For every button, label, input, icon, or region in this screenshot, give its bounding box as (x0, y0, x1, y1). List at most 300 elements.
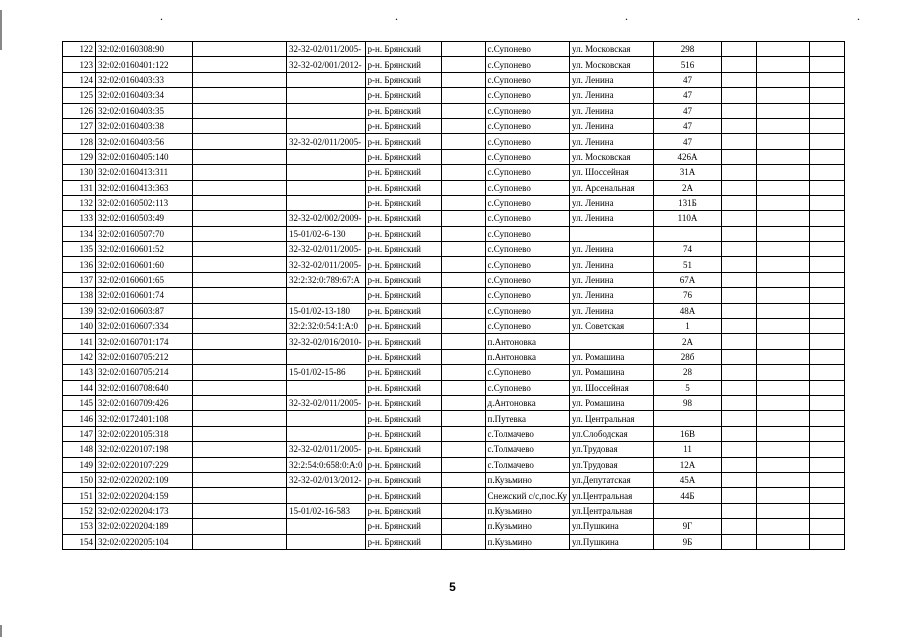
registration-number-cell (287, 380, 366, 395)
empty-cell (722, 380, 757, 395)
district-cell: р-н. Брянский (365, 226, 441, 241)
empty-cell (722, 118, 757, 133)
street-cell: ул. Арсенальная (570, 180, 654, 195)
empty-cell (757, 149, 810, 164)
locality-cell: Снежский с/с,пос.Ку (485, 488, 569, 503)
table-row (63, 442, 845, 457)
cadastral-number-cell: 32:02:0160403:34 (96, 88, 193, 103)
empty-cell (441, 57, 485, 72)
locality-cell: с.Супонево (485, 57, 569, 72)
district-cell: р-н. Брянский (365, 457, 441, 472)
empty-cell (441, 519, 485, 534)
empty-cell (441, 195, 485, 210)
empty-cell (722, 303, 757, 318)
row-number-cell: 148 (63, 442, 96, 457)
registration-number-cell: 15-01/02-16-583 (287, 503, 366, 518)
table-row (63, 534, 845, 549)
empty-cell (810, 57, 845, 72)
street-cell: ул. Ленина (570, 134, 654, 149)
house-number-cell: 11 (654, 442, 722, 457)
empty-cell (722, 134, 757, 149)
row-number-cell: 141 (63, 334, 96, 349)
empty-cell (193, 472, 287, 487)
empty-cell (757, 226, 810, 241)
locality-cell: с.Супонево (485, 88, 569, 103)
header-dot: . (625, 9, 628, 23)
empty-cell (193, 165, 287, 180)
empty-cell (193, 457, 287, 472)
house-number-cell: 12А (654, 457, 722, 472)
cadastral-number-cell: 32:02:0160708:640 (96, 380, 193, 395)
street-cell: ул.Пушкина (570, 534, 654, 549)
registration-number-cell (287, 149, 366, 164)
district-cell: р-н. Брянский (365, 519, 441, 534)
empty-cell (441, 334, 485, 349)
locality-cell: с.Супонево (485, 380, 569, 395)
empty-cell (193, 88, 287, 103)
street-cell (570, 226, 654, 241)
house-number-cell: 110А (654, 211, 722, 226)
empty-cell (757, 88, 810, 103)
cadastral-number-cell: 32:02:0160601:52 (96, 242, 193, 257)
empty-cell (193, 257, 287, 272)
locality-cell: с.Супонево (485, 257, 569, 272)
empty-cell (193, 103, 287, 118)
empty-cell (722, 195, 757, 210)
empty-cell (722, 472, 757, 487)
locality-cell: с.Супонево (485, 149, 569, 164)
locality-cell: с.Супонево (485, 118, 569, 133)
cadastral-number-cell: 32:02:0160507:70 (96, 226, 193, 241)
district-cell: р-н. Брянский (365, 165, 441, 180)
table-row (63, 349, 845, 364)
locality-cell: п.Кузьмино (485, 472, 569, 487)
empty-cell (441, 180, 485, 195)
empty-cell (193, 442, 287, 457)
street-cell: ул. Московская (570, 149, 654, 164)
empty-cell (722, 334, 757, 349)
empty-cell (193, 534, 287, 549)
house-number-cell: 47 (654, 103, 722, 118)
row-number-cell: 145 (63, 395, 96, 410)
table-row (63, 257, 845, 272)
empty-cell (441, 42, 485, 57)
empty-cell (757, 534, 810, 549)
empty-cell (193, 272, 287, 287)
district-cell: р-н. Брянский (365, 257, 441, 272)
empty-cell (757, 519, 810, 534)
table-row (63, 211, 845, 226)
row-number-cell: 125 (63, 88, 96, 103)
district-cell: р-н. Брянский (365, 534, 441, 549)
cadastral-number-cell: 32:02:0220107:229 (96, 457, 193, 472)
locality-cell: с.Супонево (485, 180, 569, 195)
registration-number-cell (287, 195, 366, 210)
locality-cell: с.Супонево (485, 42, 569, 57)
row-number-cell: 153 (63, 519, 96, 534)
house-number-cell: 47 (654, 118, 722, 133)
row-number-cell: 152 (63, 503, 96, 518)
row-number-cell: 130 (63, 165, 96, 180)
row-number-cell: 128 (63, 134, 96, 149)
row-number-cell: 132 (63, 195, 96, 210)
table-row (63, 134, 845, 149)
locality-cell: п.Кузьмино (485, 503, 569, 518)
row-number-cell: 137 (63, 272, 96, 287)
empty-cell (810, 257, 845, 272)
empty-cell (810, 88, 845, 103)
district-cell: р-н. Брянский (365, 334, 441, 349)
empty-cell (193, 503, 287, 518)
table-row (63, 488, 845, 503)
locality-cell: с.Супонево (485, 303, 569, 318)
empty-cell (441, 534, 485, 549)
district-cell: р-н. Брянский (365, 72, 441, 87)
house-number-cell: 31А (654, 165, 722, 180)
empty-cell (722, 165, 757, 180)
empty-cell (193, 149, 287, 164)
empty-cell (441, 103, 485, 118)
empty-cell (193, 226, 287, 241)
house-number-cell: 98 (654, 395, 722, 410)
street-cell: ул. Советская (570, 319, 654, 334)
table-row (63, 319, 845, 334)
empty-cell (757, 426, 810, 441)
row-number-cell: 143 (63, 365, 96, 380)
locality-cell: с.Супонево (485, 319, 569, 334)
empty-cell (441, 149, 485, 164)
cadastral-number-cell: 32:02:0220205:104 (96, 534, 193, 549)
registration-number-cell (287, 411, 366, 426)
registration-number-cell (287, 426, 366, 441)
empty-cell (757, 72, 810, 87)
empty-cell (722, 395, 757, 410)
empty-cell (757, 395, 810, 410)
district-cell: р-н. Брянский (365, 118, 441, 133)
empty-cell (193, 395, 287, 410)
empty-cell (193, 211, 287, 226)
street-cell: ул. Шоссейная (570, 165, 654, 180)
empty-cell (193, 118, 287, 133)
street-cell: ул.Центральная (570, 503, 654, 518)
row-number-cell: 147 (63, 426, 96, 441)
street-cell: ул. Ромашина (570, 349, 654, 364)
register-table-body (63, 42, 845, 550)
registration-number-cell: 32:2:54:0:658:0:А:0 (287, 457, 366, 472)
registration-number-cell: 32-32-02/013/2012- (287, 472, 366, 487)
empty-cell (722, 488, 757, 503)
house-number-cell: 516 (654, 57, 722, 72)
empty-cell (757, 272, 810, 287)
table-row (63, 503, 845, 518)
district-cell: р-н. Брянский (365, 149, 441, 164)
locality-cell: п.Кузьмино (485, 519, 569, 534)
empty-cell (757, 242, 810, 257)
empty-cell (757, 380, 810, 395)
cadastral-number-cell: 32:02:0160601:65 (96, 272, 193, 287)
empty-cell (193, 411, 287, 426)
empty-cell (757, 288, 810, 303)
registration-number-cell (287, 180, 366, 195)
empty-cell (810, 349, 845, 364)
table-row (63, 195, 845, 210)
street-cell: ул. Ленина (570, 195, 654, 210)
table-row (63, 334, 845, 349)
registration-number-cell (287, 118, 366, 133)
row-number-cell: 140 (63, 319, 96, 334)
house-number-cell: 67А (654, 272, 722, 287)
registration-number-cell: 32-32-02/011/2005- (287, 242, 366, 257)
registration-number-cell: 15-01/02-15-86 (287, 365, 366, 380)
empty-cell (757, 42, 810, 57)
locality-cell: с.Толмачево (485, 426, 569, 441)
district-cell: р-н. Брянский (365, 180, 441, 195)
empty-cell (193, 334, 287, 349)
empty-cell (193, 303, 287, 318)
house-number-cell: 47 (654, 88, 722, 103)
empty-cell (722, 319, 757, 334)
empty-cell (810, 442, 845, 457)
header-dot: . (857, 9, 860, 23)
registration-number-cell: 32-32-02/011/2005- (287, 42, 366, 57)
empty-cell (441, 380, 485, 395)
empty-cell (441, 288, 485, 303)
registration-number-cell (287, 288, 366, 303)
street-cell: ул. Ленина (570, 272, 654, 287)
cadastral-number-cell: 32:02:0160405:140 (96, 149, 193, 164)
house-number-cell: 28б (654, 349, 722, 364)
empty-cell (441, 303, 485, 318)
table-row (63, 165, 845, 180)
street-cell (570, 334, 654, 349)
registration-number-cell: 32-32-02/002/2009- (287, 211, 366, 226)
cadastral-number-cell: 32:02:0160413:311 (96, 165, 193, 180)
empty-cell (722, 180, 757, 195)
empty-cell (810, 472, 845, 487)
house-number-cell: 2А (654, 334, 722, 349)
cadastral-number-cell: 32:02:0220204:173 (96, 503, 193, 518)
street-cell: ул. Ленина (570, 288, 654, 303)
empty-cell (810, 411, 845, 426)
empty-cell (193, 380, 287, 395)
row-number-cell: 135 (63, 242, 96, 257)
district-cell: р-н. Брянский (365, 488, 441, 503)
street-cell: ул.Трудовая (570, 442, 654, 457)
empty-cell (441, 457, 485, 472)
empty-cell (441, 365, 485, 380)
table-row (63, 457, 845, 472)
empty-cell (810, 488, 845, 503)
header-dots (0, 10, 905, 22)
district-cell: р-н. Брянский (365, 349, 441, 364)
street-cell: ул. Ромашина (570, 395, 654, 410)
row-number-cell: 126 (63, 103, 96, 118)
district-cell: р-н. Брянский (365, 211, 441, 226)
empty-cell (441, 442, 485, 457)
table-row (63, 226, 845, 241)
cadastral-number-cell: 32:02:0160503:49 (96, 211, 193, 226)
empty-cell (810, 195, 845, 210)
empty-cell (441, 426, 485, 441)
empty-cell (810, 534, 845, 549)
cadastral-number-cell: 32:02:0160601:74 (96, 288, 193, 303)
street-cell: ул. Московская (570, 42, 654, 57)
empty-cell (722, 242, 757, 257)
page-number: 5 (449, 580, 456, 594)
empty-cell (757, 319, 810, 334)
empty-cell (193, 242, 287, 257)
empty-cell (441, 349, 485, 364)
empty-cell (441, 118, 485, 133)
empty-cell (757, 503, 810, 518)
empty-cell (810, 303, 845, 318)
cadastral-number-cell: 32:02:0160705:214 (96, 365, 193, 380)
header-dot: . (160, 9, 163, 23)
registration-number-cell: 32-32-02/011/2005- (287, 134, 366, 149)
table-row (63, 272, 845, 287)
empty-cell (722, 503, 757, 518)
district-cell: р-н. Брянский (365, 426, 441, 441)
empty-cell (757, 488, 810, 503)
house-number-cell: 9Г (654, 519, 722, 534)
empty-cell (757, 457, 810, 472)
empty-cell (193, 72, 287, 87)
cadastral-number-cell: 32:02:0160403:33 (96, 72, 193, 87)
empty-cell (722, 72, 757, 87)
locality-cell: д.Антоновка (485, 395, 569, 410)
registration-number-cell: 32-32-02/016/2010- (287, 334, 366, 349)
empty-cell (193, 288, 287, 303)
cadastral-number-cell: 32:02:0160403:35 (96, 103, 193, 118)
empty-cell (810, 395, 845, 410)
street-cell: ул. Ромашина (570, 365, 654, 380)
cadastral-number-cell: 32:02:0220204:159 (96, 488, 193, 503)
row-number-cell: 138 (63, 288, 96, 303)
empty-cell (810, 288, 845, 303)
empty-cell (810, 149, 845, 164)
table-row (63, 426, 845, 441)
empty-cell (757, 180, 810, 195)
cadastral-number-cell: 32:02:0160601:60 (96, 257, 193, 272)
table-row (63, 395, 845, 410)
locality-cell: с.Супонево (485, 226, 569, 241)
house-number-cell: 45А (654, 472, 722, 487)
empty-cell (810, 211, 845, 226)
empty-cell (810, 457, 845, 472)
house-number-cell: 44Б (654, 488, 722, 503)
empty-cell (193, 57, 287, 72)
empty-cell (757, 103, 810, 118)
row-number-cell: 123 (63, 57, 96, 72)
row-number-cell: 142 (63, 349, 96, 364)
empty-cell (810, 118, 845, 133)
locality-cell: с.Супонево (485, 195, 569, 210)
district-cell: р-н. Брянский (365, 380, 441, 395)
locality-cell: п.Кузьмино (485, 534, 569, 549)
district-cell: р-н. Брянский (365, 319, 441, 334)
locality-cell: с.Толмачево (485, 457, 569, 472)
table-row (63, 88, 845, 103)
empty-cell (193, 349, 287, 364)
empty-cell (722, 349, 757, 364)
cadastral-number-cell: 32:02:0160607:334 (96, 319, 193, 334)
empty-cell (441, 257, 485, 272)
table-row (63, 42, 845, 57)
table-row (63, 103, 845, 118)
registration-number-cell: 32-32-02/011/2005- (287, 395, 366, 410)
table-row (63, 180, 845, 195)
district-cell: р-н. Брянский (365, 503, 441, 518)
district-cell: р-н. Брянский (365, 288, 441, 303)
empty-cell (722, 257, 757, 272)
registration-number-cell (287, 72, 366, 87)
empty-cell (193, 134, 287, 149)
table-row (63, 303, 845, 318)
table-row (63, 288, 845, 303)
empty-cell (441, 165, 485, 180)
district-cell: р-н. Брянский (365, 395, 441, 410)
empty-cell (722, 57, 757, 72)
empty-cell (722, 457, 757, 472)
district-cell: р-н. Брянский (365, 103, 441, 118)
empty-cell (722, 149, 757, 164)
district-cell: р-н. Брянский (365, 272, 441, 287)
table-row (63, 380, 845, 395)
table-row (63, 365, 845, 380)
district-cell: р-н. Брянский (365, 442, 441, 457)
street-cell: ул. Ленина (570, 303, 654, 318)
row-number-cell: 154 (63, 534, 96, 549)
locality-cell: с.Супонево (485, 288, 569, 303)
empty-cell (757, 165, 810, 180)
table-row (63, 149, 845, 164)
empty-cell (757, 134, 810, 149)
row-number-cell: 144 (63, 380, 96, 395)
house-number-cell: 131Б (654, 195, 722, 210)
empty-cell (441, 472, 485, 487)
row-number-cell: 127 (63, 118, 96, 133)
registration-number-cell: 32-32-02/011/2005- (287, 442, 366, 457)
house-number-cell (654, 226, 722, 241)
empty-cell (441, 226, 485, 241)
registration-number-cell: 32-32-02/011/2005- (287, 257, 366, 272)
house-number-cell: 298 (654, 42, 722, 57)
registration-number-cell (287, 519, 366, 534)
locality-cell: п.Путевка (485, 411, 569, 426)
empty-cell (722, 226, 757, 241)
locality-cell: с.Толмачево (485, 442, 569, 457)
empty-cell (722, 365, 757, 380)
registration-number-cell: 32:2:32:0:789:67:А (287, 272, 366, 287)
empty-cell (193, 519, 287, 534)
row-number-cell: 131 (63, 180, 96, 195)
empty-cell (193, 488, 287, 503)
table-row (63, 118, 845, 133)
district-cell: р-н. Брянский (365, 88, 441, 103)
cadastral-number-cell: 32:02:0160709:426 (96, 395, 193, 410)
empty-cell (810, 365, 845, 380)
house-number-cell (654, 411, 722, 426)
locality-cell: с.Супонево (485, 365, 569, 380)
register-table (62, 41, 845, 550)
empty-cell (193, 42, 287, 57)
house-number-cell: 426А (654, 149, 722, 164)
row-number-cell: 134 (63, 226, 96, 241)
cadastral-number-cell: 32:02:0220202:109 (96, 472, 193, 487)
table-row (63, 72, 845, 87)
locality-cell: с.Супонево (485, 165, 569, 180)
street-cell: ул.Депутатская (570, 472, 654, 487)
